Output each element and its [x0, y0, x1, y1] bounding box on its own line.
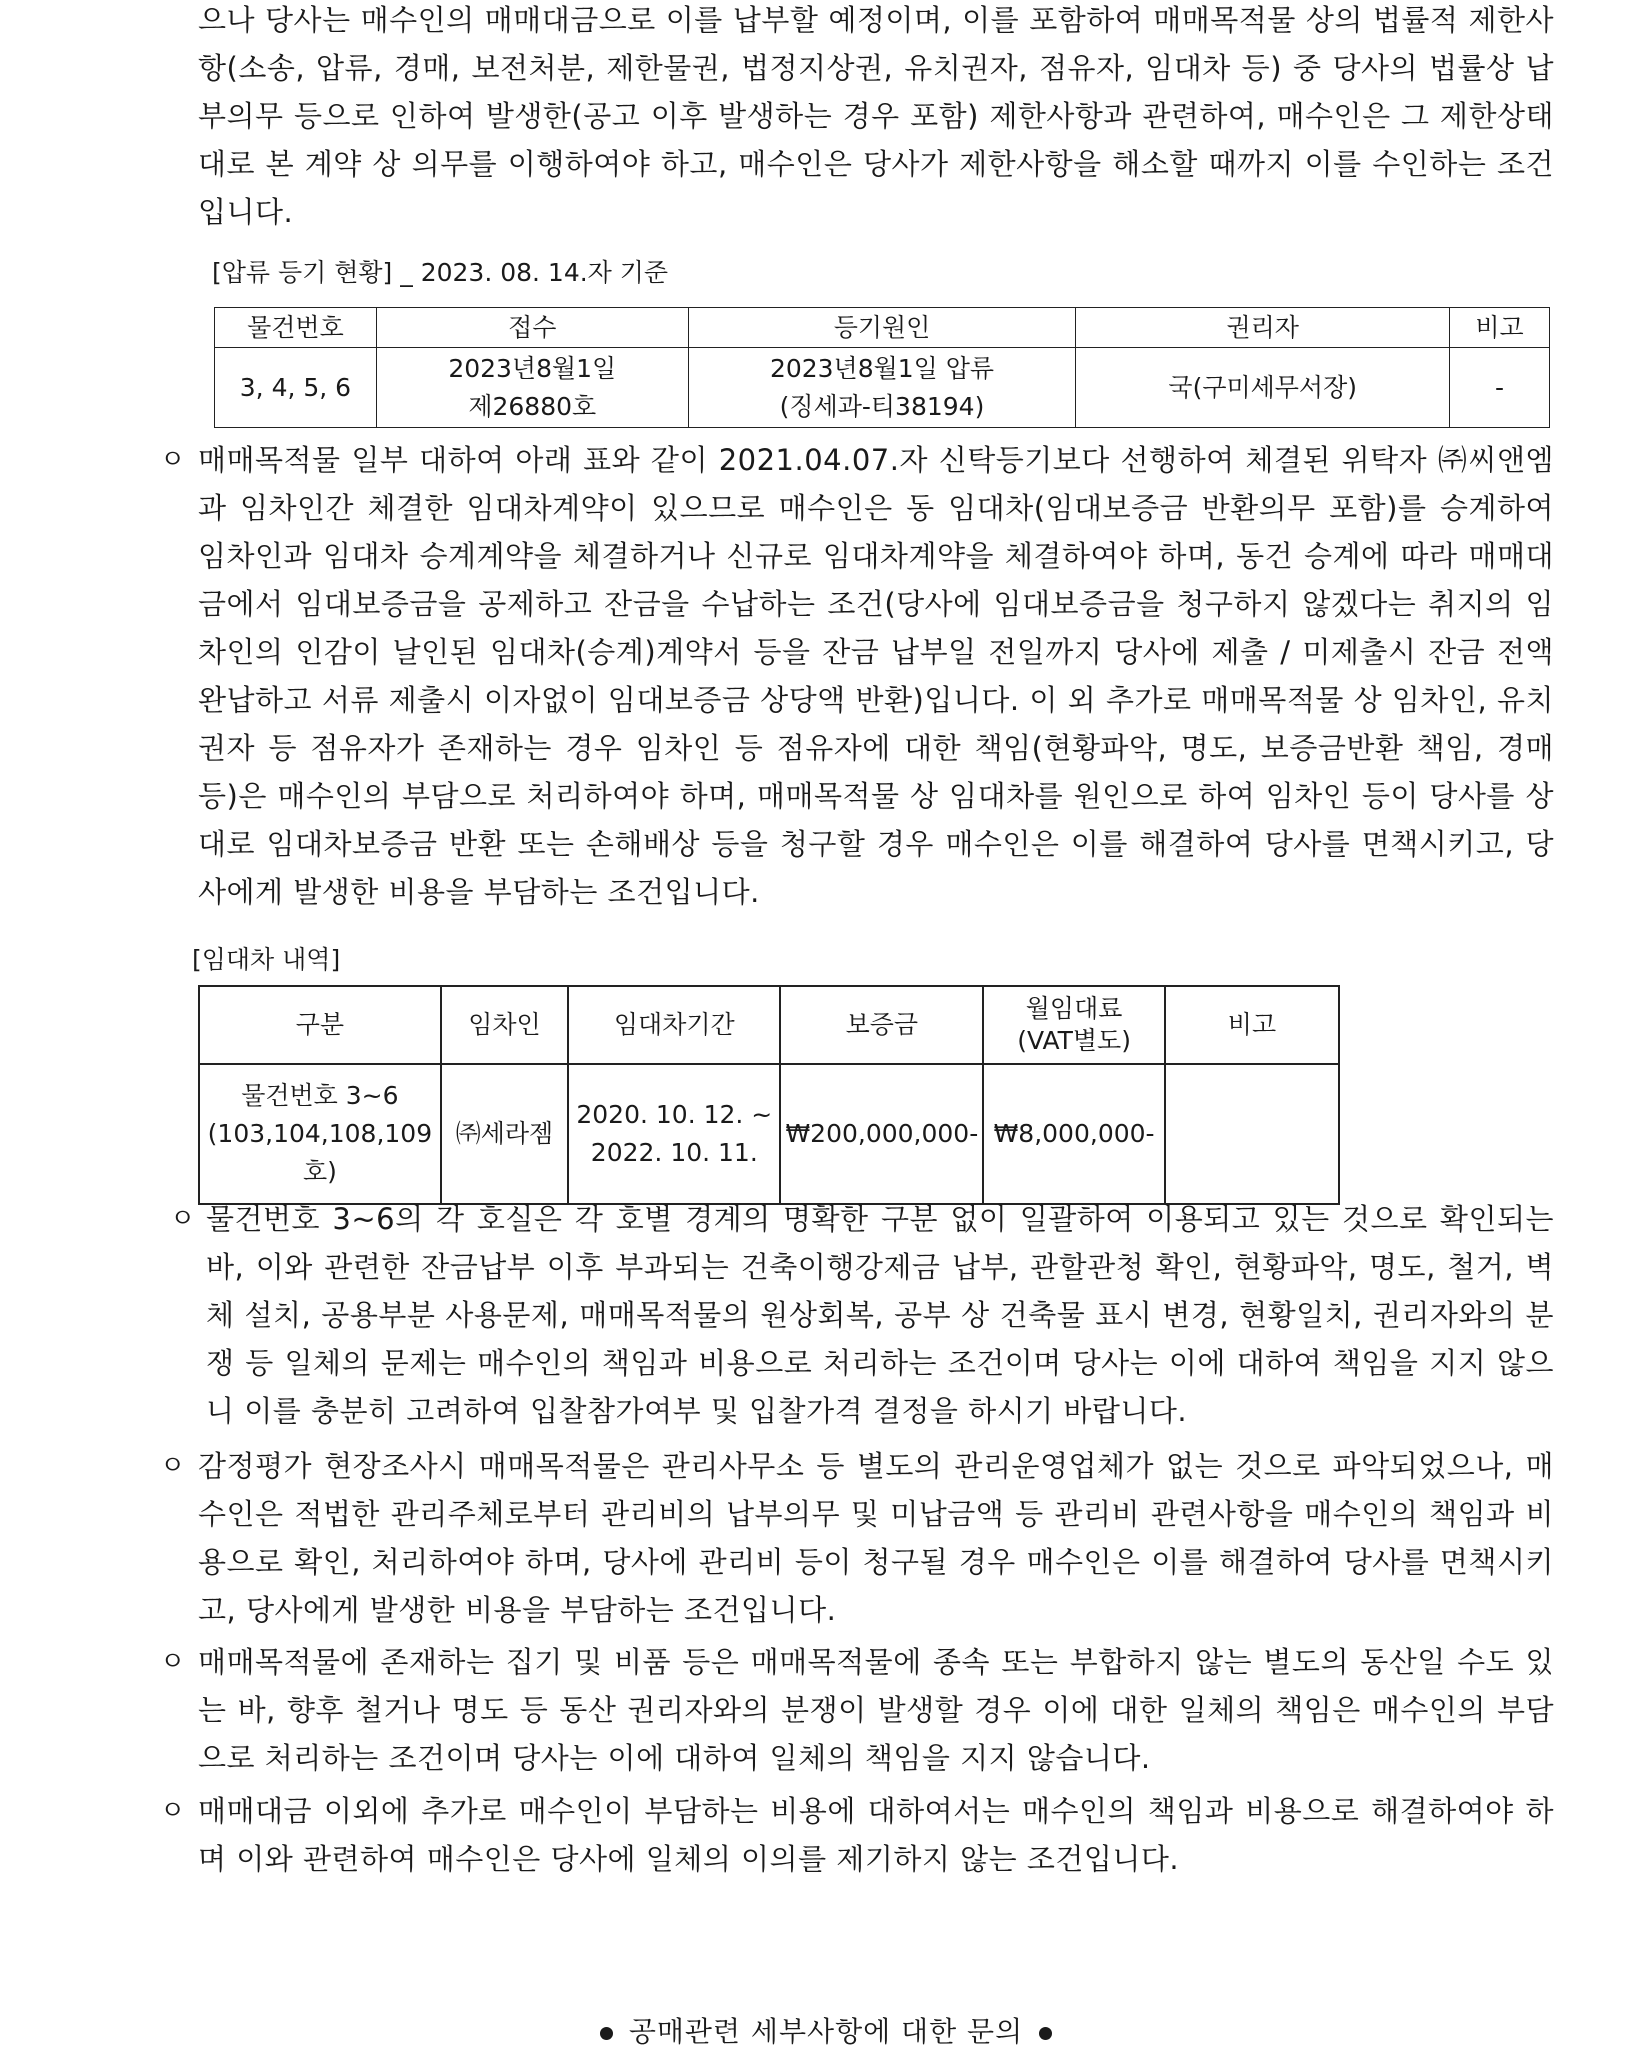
- cell-note: -: [1450, 348, 1550, 428]
- cell-category-line2: (103,104,108,109호): [207, 1119, 433, 1186]
- bullet-mark: ㅇ: [160, 1796, 186, 1826]
- lease-table-header-row: [199, 986, 1339, 1064]
- paragraph-extra-costs: 매매대금 이외에 추가로 매수인이 부담하는 비용에 대하여서는 매수인의 책임과 비용으로 해결하여야 하며 이와 관련하여 매수인은 당사에 일체의 이의를 제기하지 않는 조건입니다.: [198, 1794, 1554, 1876]
- header-cause: 등기원인: [688, 308, 1076, 348]
- cell-period-line2: 2022. 10. 11.: [590, 1138, 758, 1167]
- cell-receipt: [376, 348, 688, 428]
- table-row: [199, 1064, 1339, 1204]
- cell-tenant: ㈜세라젬: [441, 1064, 568, 1204]
- seizure-table: [214, 307, 1550, 428]
- footer-text: 공매관련 세부사항에 대한 문의: [628, 2015, 1024, 2048]
- cell-cause: [688, 348, 1076, 428]
- bullet-mark: ㅇ: [170, 1204, 196, 1234]
- paragraph-restrictions: 으나 당사는 매수인의 매매대금으로 이를 납부할 예정이며, 이를 포함하여 매매목적물 상의 법률적 제한사항(소송, 압류, 경매, 보전처분, 제한물권, 법정지상권, 유치권자, 점유자, 임대차 등) 중 당사의 법률상 납부의무 등으로 인하여 발생한(공고 이후 발생하는 경우 포함) 제한사항과 관련하여, 매수인은 그 제한상태대로 본 계약 상 의무를 이행하여야 하고, 매수인은 당사가 제한사항을 해소할 때까지 이를 수인하는 조건입니다.: [198, 3, 1554, 229]
- paragraph-units: 물건번호 3~6의 각 호실은 각 호별 경계의 명확한 구분 없이 일괄하여 이용되고 있는 것으로 확인되는 바, 이와 관련한 잔금납부 이후 부과되는 건축이행강제금 납부, 관할관청 확인, 현황파악, 명도, 철거, 벽체 설치, 공용부분 사용문제, 매매목적물의 원상회복, 공부 상 건축물 표시 변경, 현황일치, 권리자와의 분쟁 등 일체의 문제는 매수인의 책임과 비용으로 처리하는 조건이며 당사는 이에 대하여 책임을 지지 않으니 이를 충분히 고려하여 입찰참가여부 및 입찰가격 결정을 하시기 바랍니다.: [206, 1202, 1554, 1428]
- seizure-table-header-row: [215, 308, 1550, 348]
- cell-deposit: ₩200,000,000-: [780, 1064, 983, 1204]
- paragraph-furniture: 매매목적물에 존재하는 집기 및 비품 등은 매매목적물에 종속 또는 부합하지 않는 별도의 동산일 수도 있는 바, 향후 철거나 명도 등 동산 권리자와의 분쟁이 발생할 경우 이에 대한 일체의 책임은 매수인의 부담으로 처리하는 조건이며 당사는 이에 대하여 일체의 책임을 지지 않습니다.: [198, 1645, 1554, 1775]
- bullet-mark: ㅇ: [160, 1647, 186, 1677]
- cell-period-line1: 2020. 10. 12. ~: [576, 1100, 773, 1129]
- footer-inquiry-heading: [0, 2010, 1652, 2050]
- header-holder: 권리자: [1076, 308, 1450, 348]
- bullet-mark: ㅇ: [160, 445, 186, 475]
- cell-receipt-line1: 2023년8월1일: [448, 353, 617, 383]
- paragraph-lease: 매매목적물 일부 대하여 아래 표와 같이 2021.04.07.자 신탁등기보다 선행하여 체결된 위탁자 ㈜씨앤엠과 임차인간 체결한 임대차계약이 있으므로 매수인은 동 임대차(임대보증금 반환의무 포함)를 승계하여 임차인과 임대차 승계계약을 체결하거나 신규로 임대차계약을 체결하여야 하며, 동건 승계에 따라 매매대금에서 임대보증금을 공제하고 잔금을 수납하는 조건(당사에 임대보증금을 청구하지 않겠다는 취지의 임차인의 인감이 날인된 임대차(승계)계약서 등을 잔금 납부일 전일까지 당사에 제출 / 미제출시 잔금 전액완납하고 서류 제출시 이자없이 임대보증금 상당액 반환)입니다. 이 외 추가로 매매목적물 상 임차인, 유치권자 등 점유자가 존재하는 경우 임차인 등 점유자에 대한 책임(현황파악, 명도, 보증금반환 책임, 경매 등)은 매수인의 부담으로 처리하여야 하며, 매매목적물 상 임대차를 원인으로 하여 임차인 등이 당사를 상대로 임대차보증금 반환 또는 손해배상 등을 청구할 경우 매수인은 이를 해결하여 당사를 면책시키고, 당사에게 발생한 비용을 부담하는 조건입니다.: [198, 443, 1554, 909]
- bullet-dot-icon: [600, 2027, 613, 2040]
- bullet-mark: ㅇ: [160, 1451, 186, 1481]
- header-rent: [983, 986, 1165, 1064]
- cell-cause-line1: 2023년8월1일 압류: [769, 353, 995, 383]
- cell-period: [568, 1064, 780, 1204]
- table-row: [215, 348, 1550, 428]
- lease-table-caption: [임대차 내역]: [192, 945, 341, 974]
- cell-rent: ₩8,000,000-: [983, 1064, 1165, 1204]
- cell-receipt-line2: 제26880호: [468, 391, 597, 421]
- header-receipt: 접수: [376, 308, 688, 348]
- header-rent-line1: 월임대료: [1025, 994, 1123, 1023]
- cell-note: [1165, 1064, 1339, 1204]
- header-note: 비고: [1450, 308, 1550, 348]
- cell-category-line1: 물건번호 3~6: [241, 1081, 399, 1110]
- header-note: 비고: [1165, 986, 1339, 1064]
- seizure-table-caption: [압류 등기 현황] _ 2023. 08. 14.자 기준: [212, 258, 669, 287]
- header-category: 구분: [199, 986, 441, 1064]
- cell-holder: 국(구미세무서장): [1076, 348, 1450, 428]
- header-deposit: 보증금: [780, 986, 983, 1064]
- header-rent-line2: (VAT별도): [1017, 1026, 1131, 1055]
- paragraph-management-fee: 감정평가 현장조사시 매매목적물은 관리사무소 등 별도의 관리운영업체가 없는 것으로 파악되었으나, 매수인은 적법한 관리주체로부터 관리비의 납부의무 및 미납금액 등 관리비 관련사항을 매수인의 책임과 비용으로 확인, 처리하여야 하며, 당사에 관리비 등이 청구될 경우 매수인은 이를 해결하여 당사를 면책시키고, 당사에게 발생한 비용을 부담하는 조건입니다.: [198, 1449, 1554, 1627]
- cell-cause-line2: (징세과-티38194): [779, 391, 985, 421]
- cell-category: [199, 1064, 441, 1204]
- header-tenant: 임차인: [441, 986, 568, 1064]
- bullet-dot-icon: [1039, 2027, 1052, 2040]
- cell-item-no: 3, 4, 5, 6: [215, 348, 377, 428]
- lease-table: [198, 985, 1340, 1205]
- header-period: 임대차기간: [568, 986, 780, 1064]
- header-item-no: 물건번호: [215, 308, 377, 348]
